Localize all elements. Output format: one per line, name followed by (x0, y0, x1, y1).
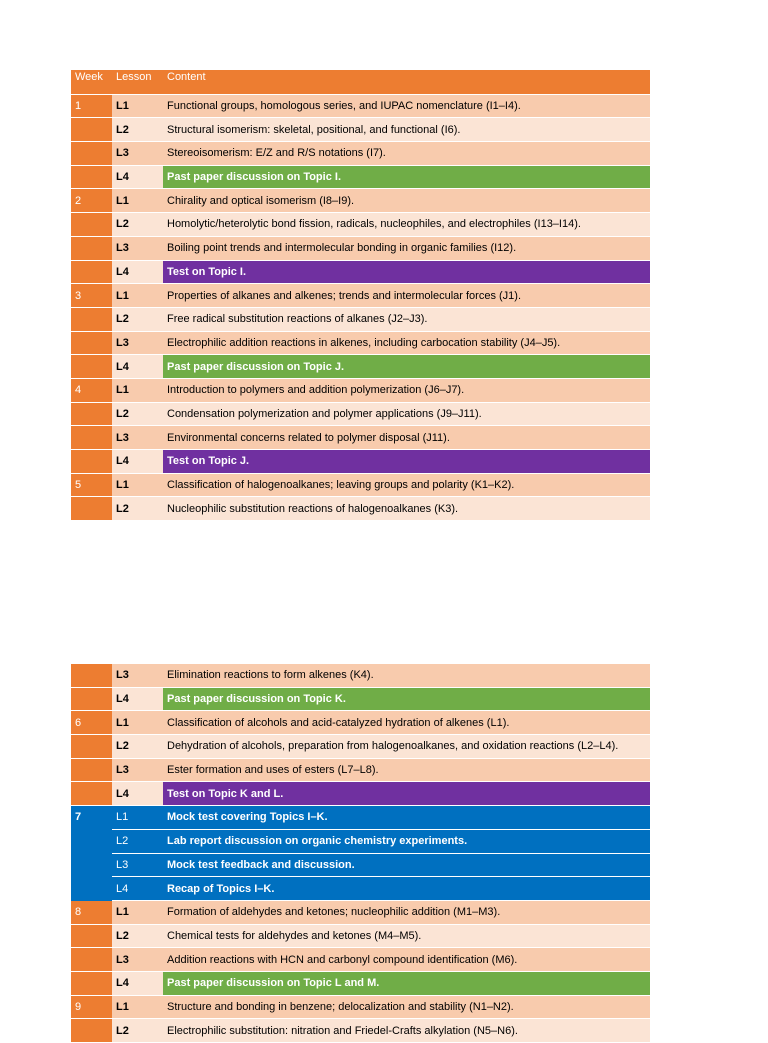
content-cell: Classification of halogenoalkanes; leaving groups and polarity (K1–K2). (163, 473, 650, 497)
content-cell: Boiling point trends and intermolecular bonding in organic families (I12). (163, 236, 650, 260)
table-row (71, 284, 650, 308)
week-cell (71, 355, 112, 379)
week-cell (71, 829, 112, 853)
table-row (71, 711, 650, 735)
lesson-cell: L4 (112, 877, 163, 901)
week-cell (71, 877, 112, 901)
table-row (71, 758, 650, 782)
content-cell: Electrophilic substitution: nitration and Friedel-Crafts alkylation (N5–N6). (163, 1019, 650, 1043)
week-cell (71, 971, 112, 995)
lesson-cell: L4 (112, 260, 163, 284)
lesson-cell: L1 (112, 711, 163, 735)
lesson-cell: L1 (112, 189, 163, 213)
content-cell: Addition reactions with HCN and carbonyl compound identification (M6). (163, 948, 650, 972)
lesson-cell: L2 (112, 118, 163, 142)
schedule-rows-part-1 (71, 94, 650, 520)
table-row (71, 189, 650, 213)
week-cell (71, 758, 112, 782)
schedule-table-part-1 (71, 70, 650, 521)
content-cell: Test on Topic K and L. (163, 782, 650, 806)
table-row (71, 664, 650, 687)
content-cell: Ester formation and uses of esters (L7–L8). (163, 758, 650, 782)
content-cell: Homolytic/heterolytic bond fission, radicals, nucleophiles, and electrophiles (I13–I14). (163, 213, 650, 237)
table-row (71, 94, 650, 118)
content-cell: Test on Topic J. (163, 450, 650, 474)
week-cell: 4 (71, 378, 112, 402)
table-row (71, 402, 650, 426)
content-cell: Nucleophilic substitution reactions of halogenoalkanes (K3). (163, 497, 650, 521)
table-row (71, 782, 650, 806)
lesson-cell: L1 (112, 378, 163, 402)
lesson-cell: L2 (112, 924, 163, 948)
table-row (71, 853, 650, 877)
table-row (71, 260, 650, 284)
lesson-cell: L1 (112, 94, 163, 118)
content-cell: Lab report discussion on organic chemistry experiments. (163, 829, 650, 853)
content-cell: Classification of alcohols and acid-catalyzed hydration of alkenes (L1). (163, 711, 650, 735)
table-row (71, 213, 650, 237)
lesson-cell: L4 (112, 450, 163, 474)
lesson-cell: L4 (112, 687, 163, 711)
table-header-row (71, 70, 650, 94)
table-row (71, 900, 650, 924)
table-row (71, 877, 650, 901)
lesson-cell: L3 (112, 331, 163, 355)
lesson-cell: L3 (112, 236, 163, 260)
week-cell (71, 948, 112, 972)
week-cell (71, 853, 112, 877)
table-row (71, 450, 650, 474)
table-row (71, 806, 650, 830)
week-cell (71, 687, 112, 711)
lesson-column-header: Lesson (112, 70, 163, 94)
table-row (71, 924, 650, 948)
table-row (71, 378, 650, 402)
table-row (71, 473, 650, 497)
lesson-cell: L4 (112, 782, 163, 806)
content-cell: Environmental concerns related to polymer disposal (J11). (163, 426, 650, 450)
content-cell: Structure and bonding in benzene; delocalization and stability (N1–N2). (163, 995, 650, 1019)
week-cell (71, 142, 112, 166)
lesson-cell: L3 (112, 948, 163, 972)
week-cell: 8 (71, 900, 112, 924)
week-cell (71, 426, 112, 450)
lesson-cell: L2 (112, 735, 163, 759)
lesson-cell: L1 (112, 900, 163, 924)
lesson-cell: L1 (112, 995, 163, 1019)
table-row (71, 735, 650, 759)
week-cell (71, 402, 112, 426)
content-cell: Test on Topic I. (163, 260, 650, 284)
lesson-cell: L1 (112, 473, 163, 497)
table-row (71, 331, 650, 355)
week-cell (71, 260, 112, 284)
table-row (71, 426, 650, 450)
table-row (71, 118, 650, 142)
table-row (71, 142, 650, 166)
week-cell (71, 307, 112, 331)
content-cell: Mock test covering Topics I–K. (163, 806, 650, 830)
lesson-cell: L2 (112, 1019, 163, 1043)
lesson-cell: L3 (112, 142, 163, 166)
lesson-cell: L4 (112, 355, 163, 379)
content-cell: Formation of aldehydes and ketones; nucleophilic addition (M1–M3). (163, 900, 650, 924)
week-cell (71, 213, 112, 237)
content-cell: Past paper discussion on Topic I. (163, 165, 650, 189)
content-cell: Recap of Topics I–K. (163, 877, 650, 901)
content-cell: Past paper discussion on Topic K. (163, 687, 650, 711)
content-cell: Mock test feedback and discussion. (163, 853, 650, 877)
table-row (71, 948, 650, 972)
lesson-cell: L2 (112, 402, 163, 426)
week-cell (71, 118, 112, 142)
lesson-cell: L1 (112, 806, 163, 830)
table-row (71, 971, 650, 995)
week-cell: 6 (71, 711, 112, 735)
lesson-cell: L2 (112, 307, 163, 331)
content-column-header: Content (163, 70, 650, 94)
week-column-header: Week (71, 70, 112, 94)
table-row (71, 497, 650, 521)
content-cell: Past paper discussion on Topic J. (163, 355, 650, 379)
week-cell (71, 664, 112, 687)
lesson-cell: L4 (112, 165, 163, 189)
week-cell (71, 735, 112, 759)
lesson-cell: L3 (112, 426, 163, 450)
table-row (71, 687, 650, 711)
table-row (71, 165, 650, 189)
lesson-cell: L3 (112, 853, 163, 877)
week-cell (71, 450, 112, 474)
lesson-cell: L1 (112, 284, 163, 308)
content-cell: Electrophilic addition reactions in alkenes, including carbocation stability (J4–J5). (163, 331, 650, 355)
content-cell: Properties of alkanes and alkenes; trends and intermolecular forces (J1). (163, 284, 650, 308)
week-cell (71, 1019, 112, 1043)
week-cell (71, 924, 112, 948)
week-cell (71, 165, 112, 189)
schedule-table-part-2 (71, 664, 650, 1043)
table-row (71, 307, 650, 331)
content-cell: Introduction to polymers and addition polymerization (J6–J7). (163, 378, 650, 402)
content-cell: Past paper discussion on Topic L and M. (163, 971, 650, 995)
week-cell (71, 782, 112, 806)
table-row (71, 355, 650, 379)
table-row (71, 995, 650, 1019)
week-cell (71, 331, 112, 355)
week-cell: 5 (71, 473, 112, 497)
content-cell: Dehydration of alcohols, preparation from halogenoalkanes, and oxidation reactions (L2–L4). (163, 735, 650, 759)
content-cell: Free radical substitution reactions of alkanes (J2–J3). (163, 307, 650, 331)
week-cell: 7 (71, 806, 112, 830)
content-cell: Structural isomerism: skeletal, positional, and functional (I6). (163, 118, 650, 142)
lesson-cell: L2 (112, 213, 163, 237)
schedule-rows-part-2 (71, 664, 650, 1043)
week-cell: 9 (71, 995, 112, 1019)
week-cell: 2 (71, 189, 112, 213)
content-cell: Condensation polymerization and polymer applications (J9–J11). (163, 402, 650, 426)
lesson-cell: L3 (112, 758, 163, 782)
table-row (71, 1019, 650, 1043)
content-cell: Chirality and optical isomerism (I8–I9). (163, 189, 650, 213)
week-cell: 3 (71, 284, 112, 308)
content-cell: Stereoisomerism: E/Z and R/S notations (I7). (163, 142, 650, 166)
table-row (71, 829, 650, 853)
week-cell: 1 (71, 94, 112, 118)
content-cell: Functional groups, homologous series, and IUPAC nomenclature (I1–I4). (163, 94, 650, 118)
lesson-cell: L3 (112, 664, 163, 687)
lesson-cell: L2 (112, 497, 163, 521)
table-row (71, 236, 650, 260)
lesson-cell: L2 (112, 829, 163, 853)
content-cell: Elimination reactions to form alkenes (K4). (163, 664, 650, 687)
content-cell: Chemical tests for aldehydes and ketones (M4–M5). (163, 924, 650, 948)
week-cell (71, 497, 112, 521)
lesson-cell: L4 (112, 971, 163, 995)
week-cell (71, 236, 112, 260)
